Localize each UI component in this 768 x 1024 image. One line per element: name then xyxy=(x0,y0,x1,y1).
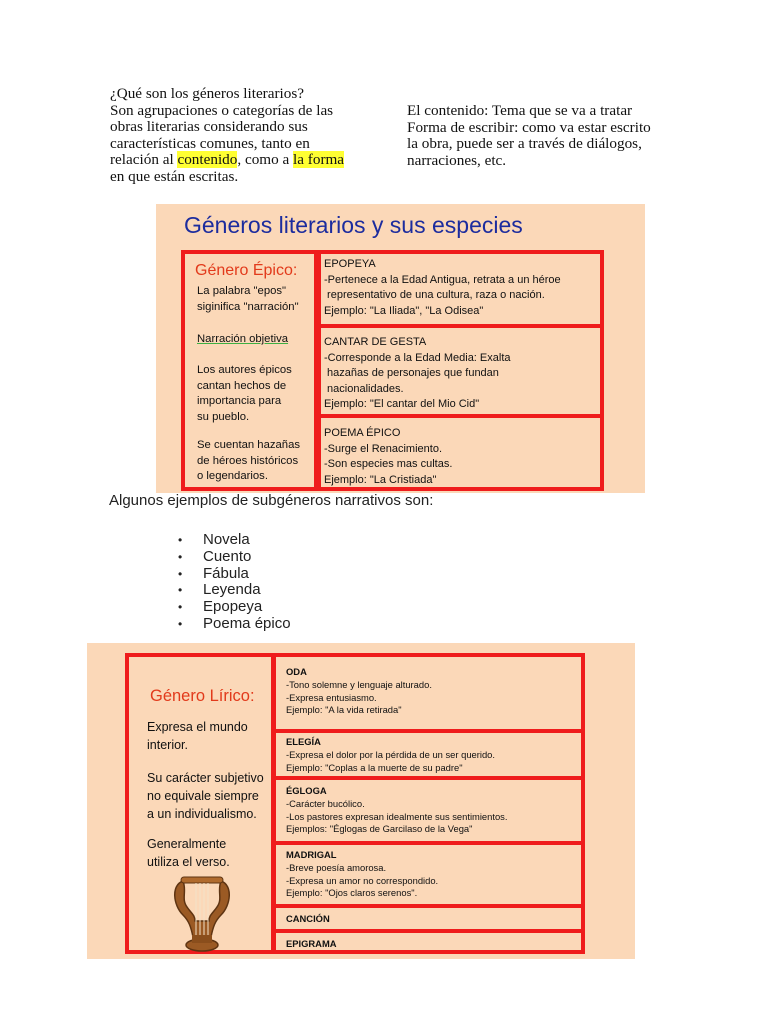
intro-line: la obra, puede ser a través de diálogos, xyxy=(407,135,642,153)
species-egloga xyxy=(286,785,575,836)
species-line: -Corresponde a la Edad Media: Exalta xyxy=(324,351,511,364)
list-item: • Novela xyxy=(178,532,291,549)
species-line: -Son especies mas cultas. xyxy=(324,458,453,470)
description-line: siginifica "narración" xyxy=(197,300,299,313)
species-heading: MADRIGAL xyxy=(286,849,337,860)
list-item: • Fábula xyxy=(178,566,291,583)
genre-title: Género Lírico: xyxy=(150,687,255,705)
description-line: Se cuentan hazañas xyxy=(197,439,301,451)
species-line: -Expresa un amor no correspondido. xyxy=(286,874,439,886)
species-line: -Tono solemne y lenguaje alturado. xyxy=(286,678,432,690)
species-line: Ejemplo: "El cantar del Mio Cid" xyxy=(324,398,480,410)
species-line: -Expresa entusiasmo. xyxy=(286,691,377,703)
species-elegia xyxy=(286,736,575,774)
description-line: Narración objetiva xyxy=(197,333,289,345)
description-line: a un individualismo. xyxy=(147,807,257,821)
genre-title: Género Épico: xyxy=(195,262,298,279)
image-title: Géneros literarios y sus especies xyxy=(184,212,523,238)
description-line: Su carácter subjetivo xyxy=(147,771,264,785)
intro-text: , como a xyxy=(237,151,294,169)
intro-line: en que están escritas. xyxy=(110,167,239,185)
species-heading: EPOPEYA xyxy=(324,258,376,270)
species-cancion xyxy=(286,913,575,926)
species-epopeya xyxy=(324,257,597,319)
species-line: Ejemplo: "Coplas a la muerte de su padre" xyxy=(286,761,463,773)
description-line: no equivale siempre xyxy=(147,789,259,803)
description-line: utiliza el verso. xyxy=(147,855,230,869)
species-line: Ejemplo: "A la vida retirada" xyxy=(286,704,402,716)
intro-line xyxy=(110,152,370,169)
lyric-description-text xyxy=(147,718,248,754)
species-heading: EPIGRAMA xyxy=(286,938,337,949)
list-item: • Leyenda xyxy=(178,582,291,599)
species-line: Ejemplo: "La Cristiada" xyxy=(324,473,437,486)
intro-text: relación al xyxy=(110,151,178,169)
species-line: -Pertenece a la Edad Antigua, retrata a un héroe xyxy=(324,273,561,286)
description-line: interior. xyxy=(147,738,188,752)
intro-question: ¿Qué son los géneros literarios? xyxy=(110,85,305,102)
list-item: • Poema épico xyxy=(178,616,291,633)
section-divider xyxy=(276,729,581,733)
description-line: Generalmente xyxy=(147,837,227,851)
species-line: -Carácter bucólico. xyxy=(286,797,365,809)
description-line: Los autores épicos xyxy=(197,364,292,376)
intro-line: obras literarias considerando sus xyxy=(110,118,308,136)
section-divider xyxy=(276,776,581,780)
intro-line: características comunes, tanto en xyxy=(110,134,310,152)
species-heading: CANTAR DE GESTA xyxy=(324,336,427,348)
species-line: -Expresa el dolor por la pérdida de un ser querido. xyxy=(286,748,495,760)
epic-description-text xyxy=(197,332,288,348)
species-madrigal xyxy=(286,849,575,900)
intro-line: Forma de escribir: como va estar escrito xyxy=(407,118,651,136)
list-item: • Cuento xyxy=(178,549,291,566)
description-line: o legendarios. xyxy=(197,470,268,482)
section-divider xyxy=(276,929,581,933)
section-divider xyxy=(321,414,600,418)
species-epigrama xyxy=(286,938,575,951)
species-line: Ejemplos: "Églogas de Garcilaso de la Vega" xyxy=(286,823,473,835)
section-divider xyxy=(276,904,581,908)
species-heading: POEMA ÉPICO xyxy=(324,427,401,439)
species-line: Ejemplo: "La Iliada", "La Odisea" xyxy=(324,304,484,317)
lyre-icon xyxy=(169,875,235,955)
description-line: de héroes históricos xyxy=(197,454,299,467)
species-line: Ejemplo: "Ojos claros serenos". xyxy=(286,887,418,899)
species-oda xyxy=(286,666,575,717)
species-poema-epico xyxy=(324,426,597,488)
epic-description-text xyxy=(197,363,292,425)
species-heading: CANCIÓN xyxy=(286,913,330,924)
epic-species-box xyxy=(317,250,604,491)
description-line: importancia para xyxy=(197,395,282,407)
species-line: hazañas de personajes que fundan xyxy=(324,367,499,379)
intro-line: El contenido: Tema que se va a tratar xyxy=(407,102,633,119)
description-line: cantan hechos de xyxy=(197,379,287,392)
species-line: -Los pastores expresan idealmente sus sentimientos. xyxy=(286,810,508,822)
intro-left-paragraph xyxy=(110,86,370,186)
intro-line: Son agrupaciones o categorías de las xyxy=(110,101,334,119)
section-divider xyxy=(276,841,581,845)
highlight-contenido: contenido xyxy=(177,151,238,169)
lyric-species-box xyxy=(272,653,585,954)
intro-right-paragraph xyxy=(407,103,667,169)
description-line: Expresa el mundo xyxy=(147,720,248,734)
description-line: La palabra "epos" xyxy=(197,285,287,297)
highlight-la-forma: la forma xyxy=(293,151,345,169)
epic-genre-image xyxy=(156,204,645,493)
intro-line: narraciones, etc. xyxy=(407,151,507,169)
description-line: su pueblo. xyxy=(197,410,250,423)
species-heading: ODA xyxy=(286,666,307,677)
species-heading: ELEGÍA xyxy=(286,736,321,747)
lyric-description-text xyxy=(147,835,230,871)
list-item: • Epopeya xyxy=(178,599,291,616)
epic-description-box xyxy=(181,250,318,491)
lyric-description-box xyxy=(125,653,275,954)
epic-description-text xyxy=(197,284,299,315)
section-divider xyxy=(321,324,600,328)
subgenres-list xyxy=(178,532,291,633)
lyric-description-text xyxy=(147,769,264,823)
species-line: -Breve poesía amorosa. xyxy=(286,861,387,873)
epic-description-text xyxy=(197,438,300,485)
species-cantar-de-gesta xyxy=(324,335,597,413)
subgenres-intro: Algunos ejemplos de subgéneros narrativos son: xyxy=(109,492,434,509)
species-line: nacionalidades. xyxy=(324,382,404,395)
species-line: representativo de una cultura, raza o nación. xyxy=(324,289,545,301)
species-line: -Surge el Renacimiento. xyxy=(324,442,443,455)
lyric-genre-image xyxy=(87,643,635,959)
species-heading: ÉGLOGA xyxy=(286,785,327,796)
